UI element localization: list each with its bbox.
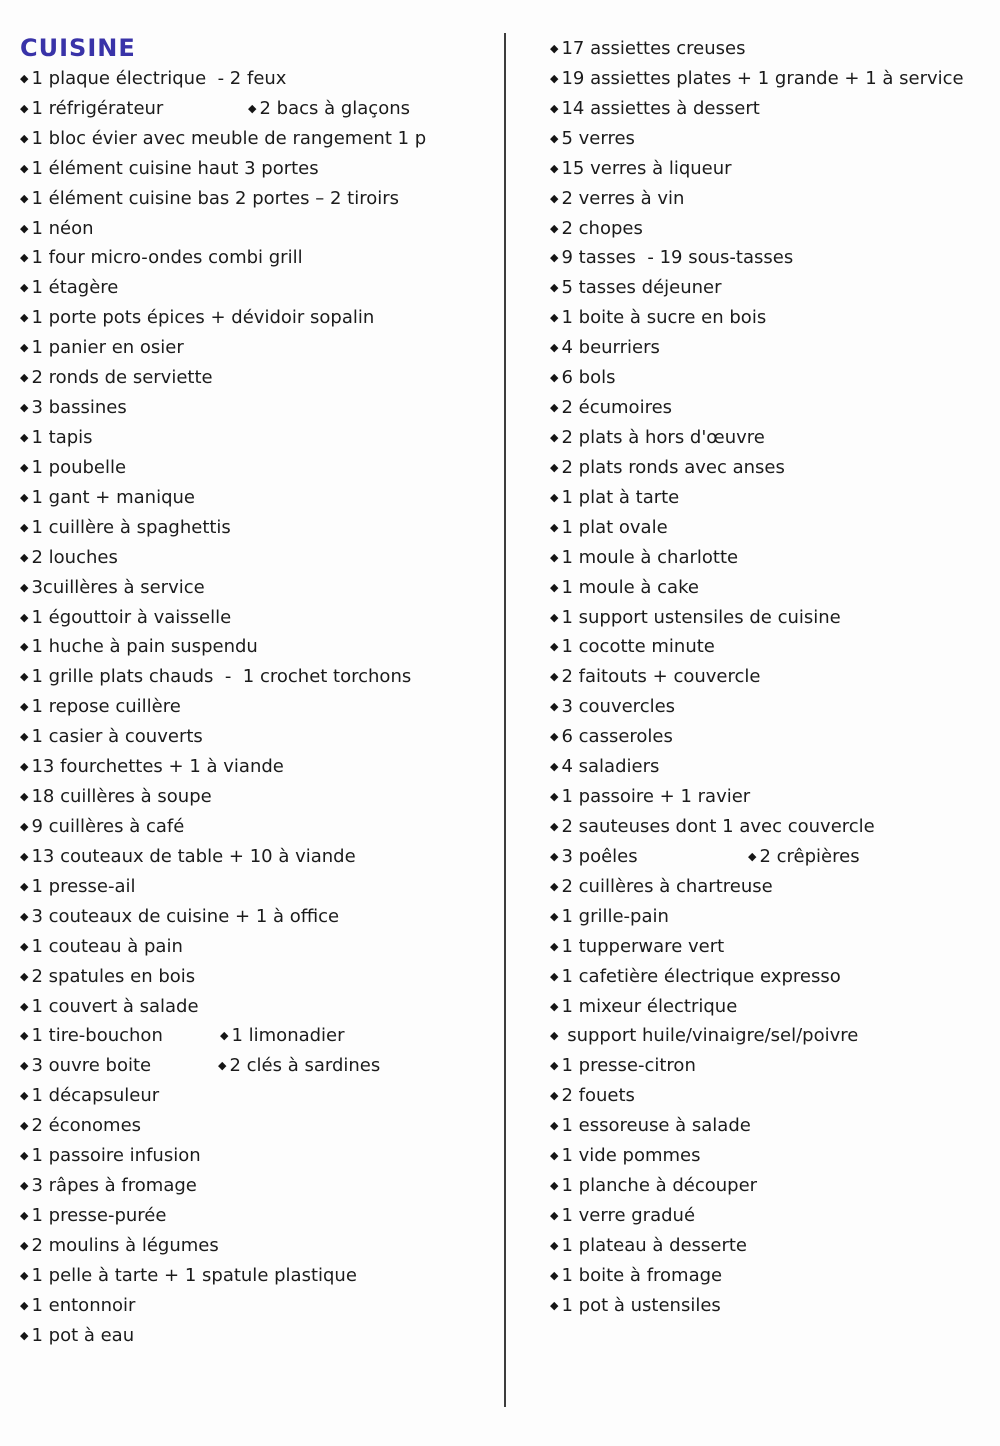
list-item [550,842,996,872]
item-text: 2 fouets [561,1085,635,1107]
list-item [20,363,502,393]
item-text: 1 plat ovale [561,516,668,538]
list-item [20,393,502,423]
diamond-bullet-icon: ◆ [218,1059,227,1073]
list-item [20,872,502,902]
list-item [20,1111,502,1141]
diamond-bullet-icon: ◆ [550,1238,559,1252]
right-column-list [550,34,996,1321]
diamond-bullet-icon: ◆ [20,1059,29,1073]
item-text: 1 essoreuse à salade [561,1115,751,1137]
item-text: 3 poêles [561,845,638,867]
item-text: 2 louches [31,546,118,568]
diamond-bullet-icon: ◆ [550,161,559,175]
item-text: 3cuillères à service [31,576,205,598]
diamond-bullet-icon: ◆ [20,131,29,145]
diamond-bullet-icon: ◆ [550,1059,559,1073]
item-text: 1 égouttoir à vaisselle [31,606,232,628]
list-item [20,812,502,842]
item-text: 1 tupperware vert [561,935,725,957]
item-text: 4 beurriers [561,337,660,359]
diamond-bullet-icon: ◆ [20,490,29,504]
item-text: 1 couteau à pain [31,935,183,957]
list-item [550,453,996,483]
diamond-bullet-icon: ◆ [20,1089,29,1103]
list-item-secondary [218,1051,380,1081]
diamond-bullet-icon: ◆ [20,909,29,923]
item-text: 3 ouvre boite [31,1055,152,1077]
item-text: 1 passoire infusion [31,1145,201,1167]
item-text: 18 cuillères à soupe [31,786,212,808]
list-item [20,1141,502,1171]
diamond-bullet-icon: ◆ [550,1179,559,1193]
diamond-bullet-icon: ◆ [550,191,559,205]
list-item [550,214,996,244]
diamond-bullet-icon: ◆ [20,1298,29,1312]
diamond-bullet-icon: ◆ [550,640,559,654]
item-text: 2 plats à hors d'œuvre [561,426,765,448]
list-item [20,1261,502,1291]
diamond-bullet-icon: ◆ [550,969,559,983]
list-item [20,1291,502,1321]
diamond-bullet-icon: ◆ [20,101,29,115]
item-text: support huile/vinaigre/sel/poivre [561,1025,859,1047]
diamond-bullet-icon: ◆ [550,401,559,415]
diamond-bullet-icon: ◆ [550,311,559,325]
diamond-bullet-icon: ◆ [550,1149,559,1163]
list-item [20,962,502,992]
item-text: 13 couteaux de table + 10 à viande [31,845,356,867]
diamond-bullet-icon: ◆ [550,879,559,893]
item-text: 1 moule à cake [561,576,699,598]
item-text: 2 plats ronds avec anses [561,456,785,478]
diamond-bullet-icon: ◆ [550,1119,559,1133]
list-item [20,214,502,244]
item-text: 1 support ustensiles de cuisine [561,606,841,628]
diamond-bullet-icon: ◆ [20,1208,29,1222]
diamond-bullet-icon: ◆ [20,371,29,385]
item-text: 19 assiettes plates + 1 grande + 1 à service [561,67,964,89]
item-text: 4 saladiers [561,756,660,778]
diamond-bullet-icon: ◆ [20,401,29,415]
item-text: 2 cuillères à chartreuse [561,875,773,897]
item-text: 2 verres à vin [561,187,685,209]
diamond-bullet-icon: ◆ [550,131,559,145]
list-item [20,1231,502,1261]
list-item [550,962,996,992]
diamond-bullet-icon: ◆ [550,849,559,863]
diamond-bullet-icon: ◆ [20,849,29,863]
list-item [550,1261,996,1291]
list-item [20,124,502,154]
list-item [20,303,502,333]
left-column-list [20,34,502,1351]
item-text: 1 grille plats chauds - 1 crochet torchons [31,666,412,688]
list-item [20,932,502,962]
list-item [20,513,502,543]
diamond-bullet-icon: ◆ [20,819,29,833]
section-title: CUISINE [20,34,136,62]
item-text: 1 étagère [31,277,119,299]
list-item [550,243,996,273]
diamond-bullet-icon: ◆ [550,1208,559,1222]
diamond-bullet-icon: ◆ [550,371,559,385]
item-text: 2 écumoires [561,397,673,419]
list-item [550,124,996,154]
diamond-bullet-icon: ◆ [550,610,559,624]
item-text: 1 plat à tarte [561,486,680,508]
item-text: 1 élément cuisine bas 2 portes – 2 tiroirs [31,187,400,209]
list-item [20,1081,502,1111]
item-text: 1 néon [31,217,94,239]
diamond-bullet-icon: ◆ [20,430,29,444]
item-text: 1 mixeur électrique [561,995,738,1017]
column-divider [504,33,506,1407]
list-item [20,752,502,782]
list-item [20,662,502,692]
diamond-bullet-icon: ◆ [20,580,29,594]
list-item [550,1021,996,1051]
list-item [550,752,996,782]
item-text: 13 fourchettes + 1 à viande [31,756,284,778]
diamond-bullet-icon: ◆ [550,909,559,923]
diamond-bullet-icon: ◆ [20,879,29,893]
diamond-bullet-icon: ◆ [550,460,559,474]
item-text: 1 grille-pain [561,905,669,927]
diamond-bullet-icon: ◆ [550,1298,559,1312]
item-text: 1 presse-purée [31,1204,167,1226]
list-item [550,1171,996,1201]
list-item [550,543,996,573]
diamond-bullet-icon: ◆ [550,790,559,804]
item-text: 2 économes [31,1115,142,1137]
item-text: 1 élément cuisine haut 3 portes [31,157,319,179]
diamond-bullet-icon: ◆ [550,550,559,564]
item-text: 14 assiettes à dessert [561,97,760,119]
diamond-bullet-icon: ◆ [20,700,29,714]
list-item [20,453,502,483]
diamond-bullet-icon: ◆ [20,939,29,953]
list-item [20,1051,502,1081]
item-text: 1 entonnoir [31,1294,136,1316]
list-item [550,1051,996,1081]
list-item [550,932,996,962]
item-text: 1 cocotte minute [561,636,715,658]
diamond-bullet-icon: ◆ [550,1089,559,1103]
list-item [550,423,996,453]
list-item [20,483,502,513]
item-text: 1 panier en osier [31,337,184,359]
diamond-bullet-icon: ◆ [550,520,559,534]
list-item [550,154,996,184]
item-text: 1 vide pommes [561,1145,701,1167]
diamond-bullet-icon: ◆ [20,1179,29,1193]
list-item [20,1201,502,1231]
diamond-bullet-icon: ◆ [20,1029,29,1043]
diamond-bullet-icon: ◆ [20,610,29,624]
list-item [20,782,502,812]
item-text: 1 pot à eau [31,1324,135,1346]
item-text: 3 couteaux de cuisine + 1 à office [31,905,340,927]
diamond-bullet-icon: ◆ [20,1238,29,1252]
list-item [550,94,996,124]
item-text: 2 clés à sardines [229,1055,381,1077]
list-item [550,184,996,214]
diamond-bullet-icon: ◆ [20,640,29,654]
list-item [550,603,996,633]
list-item [20,842,502,872]
diamond-bullet-icon: ◆ [550,101,559,115]
diamond-bullet-icon: ◆ [20,71,29,85]
diamond-bullet-icon: ◆ [550,670,559,684]
item-text: 1 passoire + 1 ravier [561,786,751,808]
item-text: 5 tasses déjeuner [561,277,722,299]
item-text: 1 limonadier [231,1025,345,1047]
diamond-bullet-icon: ◆ [550,580,559,594]
item-text: 3 râpes à fromage [31,1175,197,1197]
list-item [20,423,502,453]
list-item [550,812,996,842]
diamond-bullet-icon: ◆ [550,700,559,714]
list-item [550,303,996,333]
item-text: 1 planche à découper [561,1175,758,1197]
list-item [550,273,996,303]
list-item [550,722,996,752]
list-item [550,782,996,812]
item-text: 2 sauteuses dont 1 avec couvercle [561,815,875,837]
item-text: 3 couvercles [561,696,676,718]
list-item [20,1321,502,1351]
diamond-bullet-icon: ◆ [20,790,29,804]
list-item [550,992,996,1022]
diamond-bullet-icon: ◆ [550,760,559,774]
list-item [20,1021,502,1051]
item-text: 6 casseroles [561,726,673,748]
list-item [550,363,996,393]
diamond-bullet-icon: ◆ [20,670,29,684]
diamond-bullet-icon: ◆ [20,311,29,325]
diamond-bullet-icon: ◆ [550,251,559,265]
item-text: 1 poubelle [31,456,127,478]
item-text: 1 presse-ail [31,875,136,897]
diamond-bullet-icon: ◆ [248,101,257,115]
item-text: 1 boite à sucre en bois [561,307,767,329]
item-text: 2 faitouts + couvercle [561,666,761,688]
diamond-bullet-icon: ◆ [550,1029,559,1043]
list-item [550,64,996,94]
item-text: 2 bacs à glaçons [259,97,410,119]
item-text: 1 huche à pain suspendu [31,636,258,658]
diamond-bullet-icon: ◆ [20,1119,29,1133]
diamond-bullet-icon: ◆ [550,1268,559,1282]
list-item [550,1291,996,1321]
diamond-bullet-icon: ◆ [220,1029,229,1043]
diamond-bullet-icon: ◆ [550,42,559,55]
item-text: 2 crêpières [759,845,860,867]
list-item-secondary [248,94,410,124]
item-text: 17 assiettes creuses [561,38,746,59]
item-text: 1 casier à couverts [31,726,203,748]
diamond-bullet-icon: ◆ [748,849,757,863]
item-text: 5 verres [561,127,635,149]
diamond-bullet-icon: ◆ [20,1328,29,1342]
item-text: 1 cafetière électrique expresso [561,965,841,987]
item-text: 1 boite à fromage [561,1264,723,1286]
item-text: 2 ronds de serviette [31,367,213,389]
diamond-bullet-icon: ◆ [20,161,29,175]
list-item [20,94,502,124]
item-text: 1 pelle à tarte + 1 spatule plastique [31,1264,357,1286]
item-text: 2 spatules en bois [31,965,196,987]
list-item [550,1111,996,1141]
item-text: 1 plateau à desserte [561,1234,748,1256]
list-item [20,64,502,94]
item-text: 1 bloc évier avec meuble de rangement 1 p [31,127,427,149]
diamond-bullet-icon: ◆ [550,490,559,504]
diamond-bullet-icon: ◆ [20,1268,29,1282]
list-item [550,662,996,692]
item-text: 3 bassines [31,397,127,419]
list-item [550,692,996,722]
list-item [550,513,996,543]
diamond-bullet-icon: ◆ [550,730,559,744]
list-item [20,603,502,633]
item-text: 1 four micro-ondes combi grill [31,247,303,269]
list-item [550,393,996,423]
diamond-bullet-icon: ◆ [20,281,29,295]
list-item [20,692,502,722]
list-item [550,632,996,662]
list-item [550,1141,996,1171]
diamond-bullet-icon: ◆ [20,520,29,534]
list-item [550,872,996,902]
diamond-bullet-icon: ◆ [550,341,559,355]
list-item [550,483,996,513]
list-item [20,632,502,662]
diamond-bullet-icon: ◆ [20,760,29,774]
list-item [20,154,502,184]
list-item [20,992,502,1022]
item-text: 1 verre gradué [561,1204,696,1226]
item-text: 1 réfrigérateur [31,97,164,119]
item-text: 1 décapsuleur [31,1085,160,1107]
list-item [20,243,502,273]
list-item [550,1081,996,1111]
list-item [550,34,996,64]
diamond-bullet-icon: ◆ [20,221,29,235]
diamond-bullet-icon: ◆ [20,550,29,564]
diamond-bullet-icon: ◆ [20,341,29,355]
list-item [20,333,502,363]
list-item-secondary [220,1021,345,1051]
item-text: 15 verres à liqueur [561,157,732,179]
item-text: 9 cuillères à café [31,815,185,837]
list-item [550,1231,996,1261]
diamond-bullet-icon: ◆ [550,999,559,1013]
item-text: 1 cuillère à spaghettis [31,516,231,538]
diamond-bullet-icon: ◆ [550,819,559,833]
item-text: 2 moulins à légumes [31,1234,219,1256]
diamond-bullet-icon: ◆ [20,460,29,474]
diamond-bullet-icon: ◆ [550,430,559,444]
diamond-bullet-icon: ◆ [20,969,29,983]
item-text: 1 tire-bouchon [31,1025,163,1047]
diamond-bullet-icon: ◆ [550,281,559,295]
item-text: 6 bols [561,367,616,389]
item-text: 1 tapis [31,426,93,448]
item-text: 2 chopes [561,217,643,239]
diamond-bullet-icon: ◆ [20,1149,29,1163]
list-item [20,543,502,573]
item-text: 1 couvert à salade [31,995,199,1017]
list-item [20,902,502,932]
list-item [550,573,996,603]
item-text: 1 pot à ustensiles [561,1294,721,1316]
item-text: 1 plaque électrique - 2 feux [31,67,287,89]
diamond-bullet-icon: ◆ [20,191,29,205]
list-item [20,1171,502,1201]
list-item [20,722,502,752]
diamond-bullet-icon: ◆ [550,71,559,85]
diamond-bullet-icon: ◆ [20,999,29,1013]
item-text: 1 gant + manique [31,486,195,508]
item-text: 1 presse-citron [561,1055,696,1077]
diamond-bullet-icon: ◆ [550,939,559,953]
item-text: 1 porte pots épices + dévidoir sopalin [31,307,375,329]
list-item [20,184,502,214]
diamond-bullet-icon: ◆ [20,730,29,744]
list-item-secondary [748,842,860,872]
item-text: 9 tasses - 19 sous-tasses [561,247,794,269]
item-text: 1 moule à charlotte [561,546,739,568]
diamond-bullet-icon: ◆ [20,251,29,265]
list-item [20,273,502,303]
list-item [550,333,996,363]
list-item [550,1201,996,1231]
list-item [550,902,996,932]
diamond-bullet-icon: ◆ [550,221,559,235]
list-item [20,573,502,603]
item-text: 1 repose cuillère [31,696,181,718]
